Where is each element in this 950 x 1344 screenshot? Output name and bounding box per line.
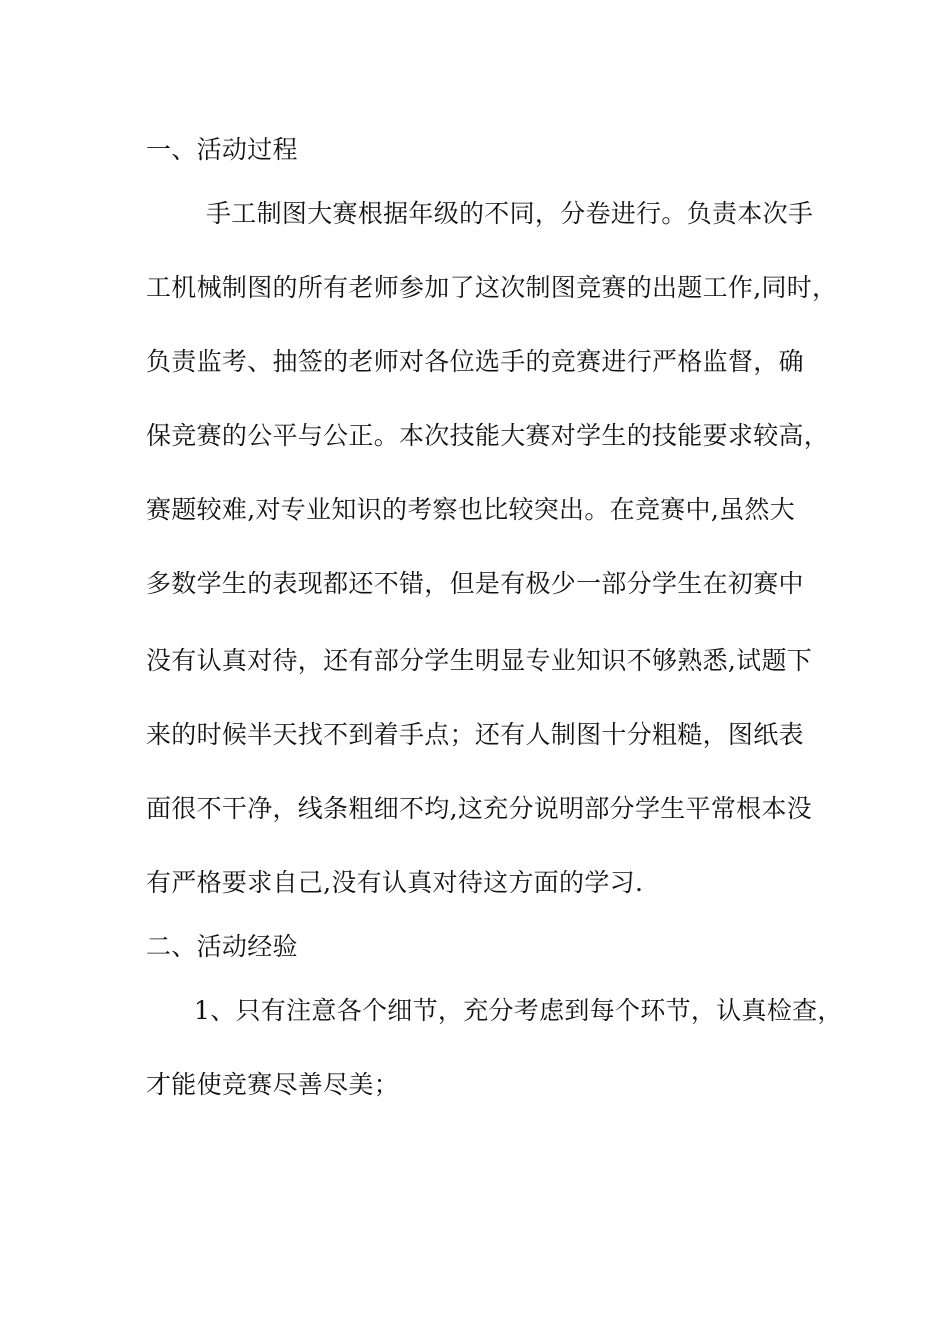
section-heading-activity-experience: 二、活动经验: [146, 932, 298, 961]
paragraph-line: 有严格要求自己,没有认真对待这方面的学习.: [146, 868, 644, 897]
paragraph-line: 负责监考、抽签的老师对各位选手的竞赛进行严格监督，确: [146, 347, 804, 376]
paragraph-line: 保竞赛的公平与公正。本次技能大赛对学生的技能要求较高，: [146, 421, 830, 450]
paragraph-line: 没有认真对待，还有部分学生明显专业知识不够熟悉,试题下: [146, 646, 813, 675]
paragraph-line: 才能使竞赛尽善尽美；: [146, 1070, 400, 1099]
section-heading-activity-process: 一、活动过程: [146, 135, 298, 164]
paragraph-line: 赛题较难,对专业知识的考察也比较突出。在竞赛中,虽然大: [146, 495, 795, 524]
paragraph-line: 1、只有注意各个细节，充分考虑到每个环节，认真检查，: [194, 996, 843, 1025]
paragraph-line: 工机械制图的所有老师参加了这次制图竞赛的出题工作,同时，: [146, 273, 838, 302]
paragraph-line: 多数学生的表现都还不错，但是有极少一部分学生在初赛中: [146, 569, 804, 598]
paragraph-line: 来的时候半天找不到着手点；还有人制图十分粗糙，图纸表: [146, 720, 804, 749]
paragraph-line: 手工制图大赛根据年级的不同，分卷进行。负责本次手: [206, 199, 814, 228]
paragraph-line: 面很不干净，线条粗细不均,这充分说明部分学生平常根本没: [146, 794, 813, 823]
